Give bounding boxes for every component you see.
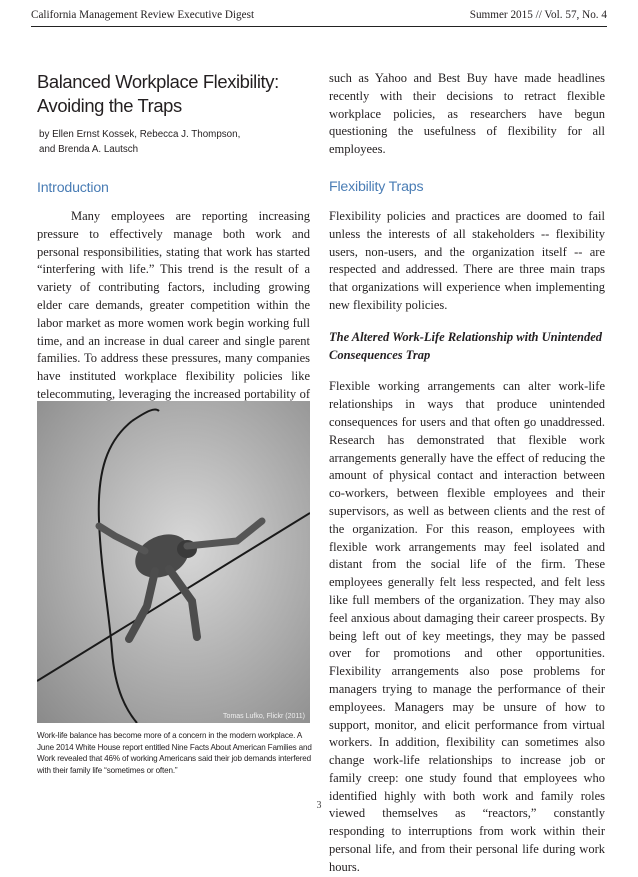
photo-credit: Tomas Lufko, Flickr (2011) <box>223 713 305 720</box>
continuation-paragraph: such as Yahoo and Best Buy have made headlines recently with their decisions to retract flexible workplace policies, as researchers have begun questioning the usefulness of flexibility for all employees. <box>329 71 605 157</box>
issue-info: Summer 2015 // Vol. 57, No. 4 <box>469 9 607 21</box>
article-title <box>37 70 310 118</box>
title-line-1: Balanced Workplace Flexibility: <box>37 71 279 92</box>
page-number: 3 <box>316 800 322 811</box>
article-photo <box>37 401 310 723</box>
trap-subheading: The Altered Work-Life Relationship with Unintended Consequences Trap <box>329 329 603 362</box>
introduction-heading: Introduction <box>37 180 109 196</box>
right-column <box>329 70 605 877</box>
authors-line-1: by Ellen Ernst Kossek, Rebecca J. Thompson, <box>39 129 241 140</box>
introduction-paragraph: Many employees are reporting increasing pressure to effectively manage both work and personal responsibilities, stating that work has started “interfering with life.” This trend is the result of a variety of contributing factors, including growing elder care demands, greater competition within the labor market as more women work begin working full time, and an increase in dual career and single parent families. To address these pressures, many companies have instituted workplace flexibility policies like telecommuting, leveraging the increased portability of <box>37 209 310 401</box>
trap-body-paragraph: Flexible working arrangements can alter work-life relationships in ways that produce unintended consequences for users and that often go unaddressed. Research has demonstrated that flexible work arrangements generally have the effect of reducing the amount of physical contact and interaction between co-workers, between flexible employees and their supervisors, as well as between clients and the rest of the organization. For this reason, employees with flexible work arrangements may feel isolated and distant from the social life of the firm. These employees generally felt less respected, and felt less like full members of the organization. They may also feel anxious about damaging their career prospects. By being left out of key meetings, they may be passed over for promotions and other opportunities. Flexibility arrangements also pose problems for managers trying to manage the performance of their employees. Managers may be unsure of how to support, monitor, and elicit performance from virtual workers. In addition, flexibility can sometimes also change work-life relationships to increase job or family creep: one study found that employees who identified highly with both work and family roles viewed themselves as “reactors,” constantly responding to interruptions from work within their personal life, and from their personal life during work hours. <box>329 379 605 874</box>
traps-paragraph: Flexibility policies and practices are doomed to fail unless the interests of all stakeholders -- flexibility users, non-users, and the organization itself -- are respected and addressed. There are three main traps that organizations will experience when implementing new flexibility policies. <box>329 208 605 312</box>
tightrope-walker-illustration <box>37 401 310 723</box>
flexibility-traps-heading: Flexibility Traps <box>329 178 424 195</box>
article-authors <box>39 127 310 157</box>
running-header <box>31 6 607 27</box>
photo-caption: Work-life balance has become more of a concern in the modern workplace. A June 2014 White House report entitled Nine Facts About American Families and Work revealed that 46% of working Americans said their job demands interfered with their family life “sometimes or often.” <box>37 731 312 775</box>
journal-name: California Management Review Executive Digest <box>31 9 255 21</box>
title-line-2: Avoiding the Traps <box>37 95 182 116</box>
authors-line-2: and Brenda A. Lautsch <box>39 144 139 155</box>
